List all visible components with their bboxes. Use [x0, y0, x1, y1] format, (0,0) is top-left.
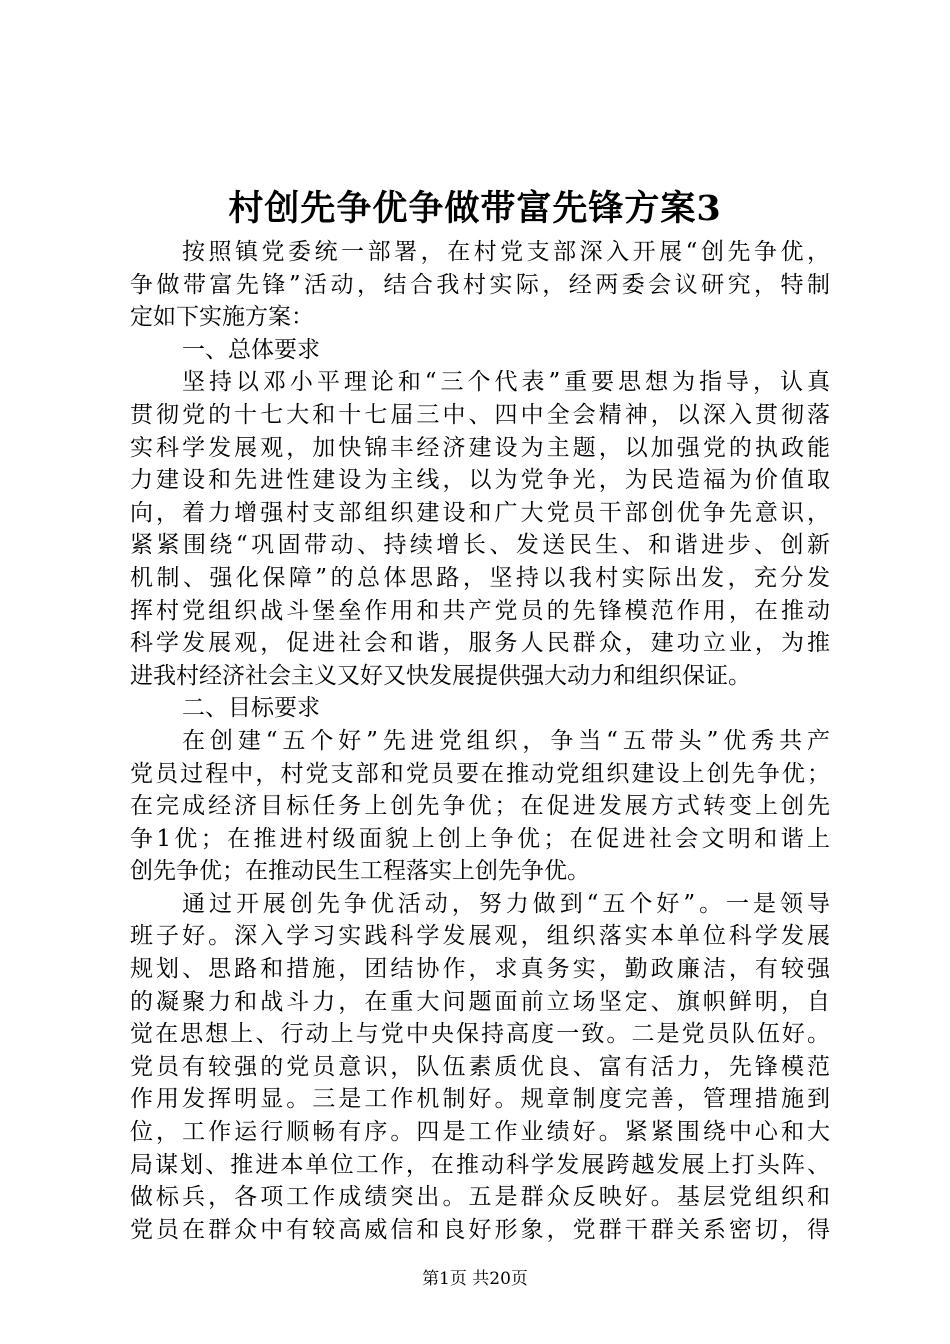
- document-body: [130, 236, 830, 1246]
- text-line: 进我村经济社会主义又好又快发展提供强大动力和组织保证。: [130, 662, 751, 689]
- text-line: 做标兵，各项工作成绩突出。五是群众反映好。基层党组织和: [130, 1184, 830, 1211]
- text-line: 力建设和先进性建设为主线，以为党争光，为民造福为价值取: [130, 467, 830, 494]
- text-line: 党员在群众中有较高威信和良好形象，党群干群关系密切，得: [130, 1216, 830, 1243]
- text-line: 作用发挥明显。三是工作机制好。规章制度完善，管理措施到: [130, 1086, 830, 1113]
- text-line: 定如下实施方案：: [130, 304, 314, 331]
- text-line: 争做带富先锋”活动，结合我村实际，经两委会议研究，特制: [130, 271, 830, 298]
- text-line: 党员过程中，村党支部和党员要在推动党组织建设上创先争优；: [130, 760, 830, 787]
- document-title: 村创先争优争做带富先锋方案3: [228, 188, 722, 229]
- text-line: 向，着力增强村支部组织建设和广大党员干部创优争先意识，: [130, 499, 830, 526]
- page-footer: 第1页 共20页: [422, 1269, 528, 1289]
- text-line: 科学发展观，促进社会和谐，服务人民群众，建功立业，为推: [130, 630, 830, 657]
- text-line: 通过开展创先争优活动，努力做到“五个好”。一是领导: [182, 890, 830, 917]
- text-line: 的凝聚力和战斗力，在重大问题面前立场坚定、旗帜鲜明，自: [130, 988, 830, 1015]
- text-line: 机制、强化保障”的总体思路，坚持以我村实际出发，充分发: [130, 564, 830, 591]
- text-line: 争1优；在推进村级面貌上创上争优；在促进社会文明和谐上: [130, 825, 830, 852]
- text-line: 党员有较强的党员意识，队伍素质优良、富有活力，先锋模范: [130, 1053, 830, 1080]
- text-line: 按照镇党委统一部署，在村党支部深入开展“创先争优，: [182, 239, 830, 265]
- text-line: 二、目标要求: [182, 695, 320, 722]
- text-line: 坚持以邓小平理论和“三个代表”重要思想为指导，认真: [182, 369, 830, 396]
- text-line: 班子好。深入学习实践科学发展观，组织落实本单位科学发展: [130, 923, 830, 950]
- text-line: 局谋划、推进本单位工作，在推动科学发展跨越发展上打头阵、: [130, 1151, 830, 1178]
- text-line: 位，工作运行顺畅有序。四是工作业绩好。紧紧围绕中心和大: [130, 1119, 830, 1146]
- text-line: 规划、思路和措施，团结协作，求真务实，勤政廉洁，有较强: [130, 956, 830, 983]
- text-line: 挥村党组织战斗堡垒作用和共产党员的先锋模范作用，在推动: [130, 597, 830, 624]
- text-line: 贯彻党的十七大和十七届三中、四中全会精神，以深入贯彻落: [130, 401, 830, 428]
- text-line: 实科学发展观，加快锦丰经济建设为主题，以加强党的执政能: [130, 434, 830, 461]
- text-line: 在创建“五个好”先进党组织，争当“五带头”优秀共产: [182, 727, 830, 754]
- text-line: 紧紧围绕“巩固带动、持续增长、发送民生、和谐进步、创新: [130, 532, 830, 559]
- text-line: 一、总体要求: [182, 336, 320, 363]
- text-line: 创先争优；在推动民生工程落实上创先争优。: [130, 858, 590, 885]
- text-line: 在完成经济目标任务上创先争优；在促进发展方式转变上创先: [130, 793, 830, 820]
- text-line: 觉在思想上、行动上与党中央保持高度一致。二是党员队伍好。: [130, 1021, 830, 1048]
